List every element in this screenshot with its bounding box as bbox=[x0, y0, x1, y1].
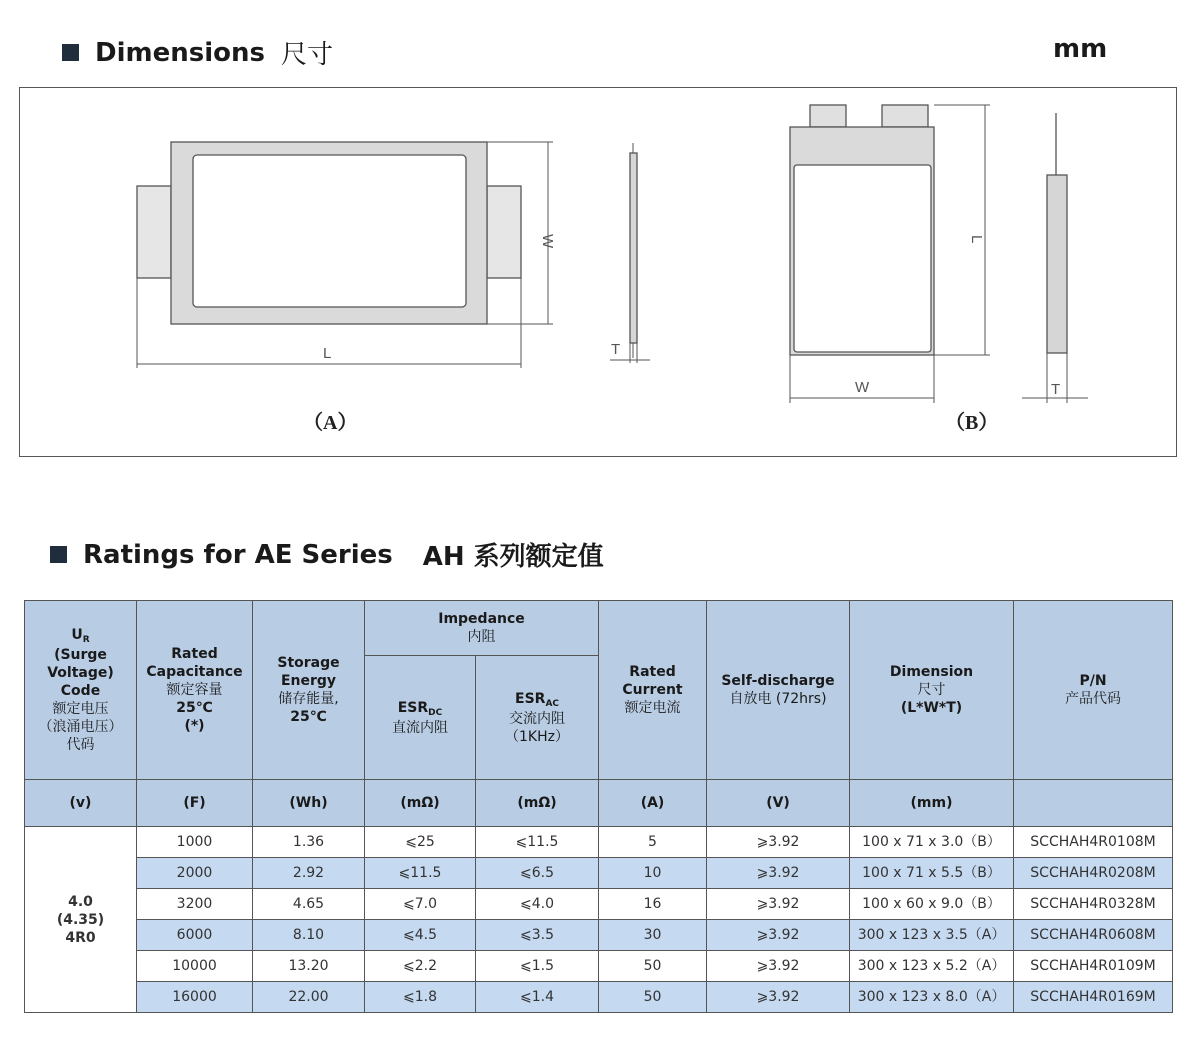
header-dimension: Dimension 尺寸 (L*W*T) bbox=[850, 601, 1014, 780]
cell-selfdis: ⩾3.92 bbox=[707, 889, 850, 920]
header-self-discharge: Self-discharge 自放电 (72hrs) bbox=[707, 601, 850, 780]
cell-current: 16 bbox=[599, 889, 707, 920]
header-energy: Storage Energy 储存能量, 25℃ bbox=[253, 601, 365, 780]
cell-window-b bbox=[794, 165, 931, 352]
cell-esrac: ⩽4.0 bbox=[476, 889, 599, 920]
cell-selfdis: ⩾3.92 bbox=[707, 951, 850, 982]
cell-esrac: ⩽11.5 bbox=[476, 827, 599, 858]
cell-selfdis: ⩾3.92 bbox=[707, 827, 850, 858]
cell-pn: SCCHAH4R0608M bbox=[1014, 920, 1173, 951]
unit-f: (F) bbox=[137, 780, 253, 827]
cell-pn: SCCHAH4R0109M bbox=[1014, 951, 1173, 982]
dimensions-title: Dimensions bbox=[95, 37, 265, 68]
cell-window-a bbox=[193, 155, 466, 307]
unit-v: (v) bbox=[25, 780, 137, 827]
table-row bbox=[25, 827, 1173, 858]
cell-esrac: ⩽1.5 bbox=[476, 951, 599, 982]
dimensions-drawing bbox=[19, 87, 1177, 457]
dimensions-heading bbox=[62, 34, 333, 71]
table-row bbox=[25, 982, 1173, 1013]
header-pn: P/N 产品代码 bbox=[1014, 601, 1173, 780]
cell-energy: 22.00 bbox=[253, 982, 365, 1013]
header-code: $U_R$ (Surge Voltage) Code 额定电压 （浪涌电压） 代码 bbox=[25, 601, 137, 780]
unit-pn bbox=[1014, 780, 1173, 827]
unit-mm: (mm) bbox=[850, 780, 1014, 827]
cell-pn: SCCHAH4R0169M bbox=[1014, 982, 1173, 1013]
cell-selfdis: ⩾3.92 bbox=[707, 920, 850, 951]
cell-current: 50 bbox=[599, 982, 707, 1013]
units-row bbox=[25, 780, 1173, 827]
cell-pn: SCCHAH4R0208M bbox=[1014, 858, 1173, 889]
header-esrac: $ESR_{AC}$ 交流内阻 （1KHz） bbox=[476, 656, 599, 780]
header-row-1 bbox=[25, 601, 1173, 656]
unit-wh: (Wh) bbox=[253, 780, 365, 827]
cell-energy: 13.20 bbox=[253, 951, 365, 982]
side-view-a bbox=[630, 153, 637, 343]
header-impedance: Impedance 内阻 bbox=[365, 601, 599, 656]
dimensions-title-zh: 尺寸 bbox=[280, 40, 333, 70]
unit-mohm-dc: (mΩ) bbox=[365, 780, 476, 827]
ratings-table bbox=[24, 600, 1173, 1013]
table-row bbox=[25, 858, 1173, 889]
bullet-square-icon bbox=[62, 44, 79, 61]
cell-pn: SCCHAH4R0328M bbox=[1014, 889, 1173, 920]
cell-cap: 1000 bbox=[137, 827, 253, 858]
cell-dim: 100 x 60 x 9.0（B） bbox=[850, 889, 1014, 920]
cell-esrac: ⩽3.5 bbox=[476, 920, 599, 951]
cell-cap: 10000 bbox=[137, 951, 253, 982]
dimension-diagrams-svg bbox=[20, 88, 1178, 458]
unit-v-selfdis: (V) bbox=[707, 780, 850, 827]
cell-energy: 1.36 bbox=[253, 827, 365, 858]
cell-esrdc: ⩽7.0 bbox=[365, 889, 476, 920]
label-w-b: W bbox=[855, 379, 870, 396]
cell-pn: SCCHAH4R0108M bbox=[1014, 827, 1173, 858]
label-l-a: L bbox=[323, 345, 332, 362]
cell-energy: 4.65 bbox=[253, 889, 365, 920]
cell-current: 10 bbox=[599, 858, 707, 889]
cell-current: 50 bbox=[599, 951, 707, 982]
cell-esrac: ⩽6.5 bbox=[476, 858, 599, 889]
voltage-code-cell: 4.0 (4.35) 4R0 bbox=[25, 827, 137, 1013]
table-row bbox=[25, 889, 1173, 920]
table-row bbox=[25, 920, 1173, 951]
terminal-left-a bbox=[137, 186, 171, 278]
cell-esrdc: ⩽11.5 bbox=[365, 858, 476, 889]
ratings-heading bbox=[50, 536, 604, 573]
cell-selfdis: ⩾3.92 bbox=[707, 982, 850, 1013]
cell-current: 5 bbox=[599, 827, 707, 858]
cell-esrdc: ⩽1.8 bbox=[365, 982, 476, 1013]
cell-cap: 16000 bbox=[137, 982, 253, 1013]
cell-dim: 300 x 123 x 8.0（A） bbox=[850, 982, 1014, 1013]
caption-a: （A） bbox=[303, 412, 358, 434]
cell-cap: 2000 bbox=[137, 858, 253, 889]
label-t-b: T bbox=[1051, 381, 1061, 398]
cell-esrdc: ⩽4.5 bbox=[365, 920, 476, 951]
table-row bbox=[25, 951, 1173, 982]
cell-cap: 6000 bbox=[137, 920, 253, 951]
terminal-right-b bbox=[882, 105, 928, 127]
cell-esrdc: ⩽2.2 bbox=[365, 951, 476, 982]
cell-dim: 300 x 123 x 3.5（A） bbox=[850, 920, 1014, 951]
unit-label: mm bbox=[1053, 34, 1108, 64]
terminal-left-b bbox=[810, 105, 846, 127]
header-esrdc: $ESR_{DC}$ 直流内阻 bbox=[365, 656, 476, 780]
label-l-b: L bbox=[968, 235, 985, 244]
ratings-title: Ratings for AE Series bbox=[83, 539, 393, 570]
caption-b: （B） bbox=[945, 412, 999, 434]
header-capacitance: Rated Capacitance 额定容量 25℃ (*) bbox=[137, 601, 253, 780]
unit-mohm-ac: (mΩ) bbox=[476, 780, 599, 827]
header-current: Rated Current 额定电流 bbox=[599, 601, 707, 780]
terminal-right-a bbox=[487, 186, 521, 278]
cell-dim: 300 x 123 x 5.2（A） bbox=[850, 951, 1014, 982]
cell-dim: 100 x 71 x 3.0（B） bbox=[850, 827, 1014, 858]
side-view-b bbox=[1047, 175, 1067, 353]
cell-dim: 100 x 71 x 5.5（B） bbox=[850, 858, 1014, 889]
cell-current: 30 bbox=[599, 920, 707, 951]
ratings-title-zh: AH 系列额定值 bbox=[422, 542, 604, 572]
cell-cap: 3200 bbox=[137, 889, 253, 920]
cell-selfdis: ⩾3.92 bbox=[707, 858, 850, 889]
cell-energy: 2.92 bbox=[253, 858, 365, 889]
label-t-a: T bbox=[611, 341, 621, 358]
bullet-square-icon bbox=[50, 546, 67, 563]
cell-esrdc: ⩽25 bbox=[365, 827, 476, 858]
label-w-a: W bbox=[539, 234, 556, 249]
cell-energy: 8.10 bbox=[253, 920, 365, 951]
cell-esrac: ⩽1.4 bbox=[476, 982, 599, 1013]
unit-a: (A) bbox=[599, 780, 707, 827]
